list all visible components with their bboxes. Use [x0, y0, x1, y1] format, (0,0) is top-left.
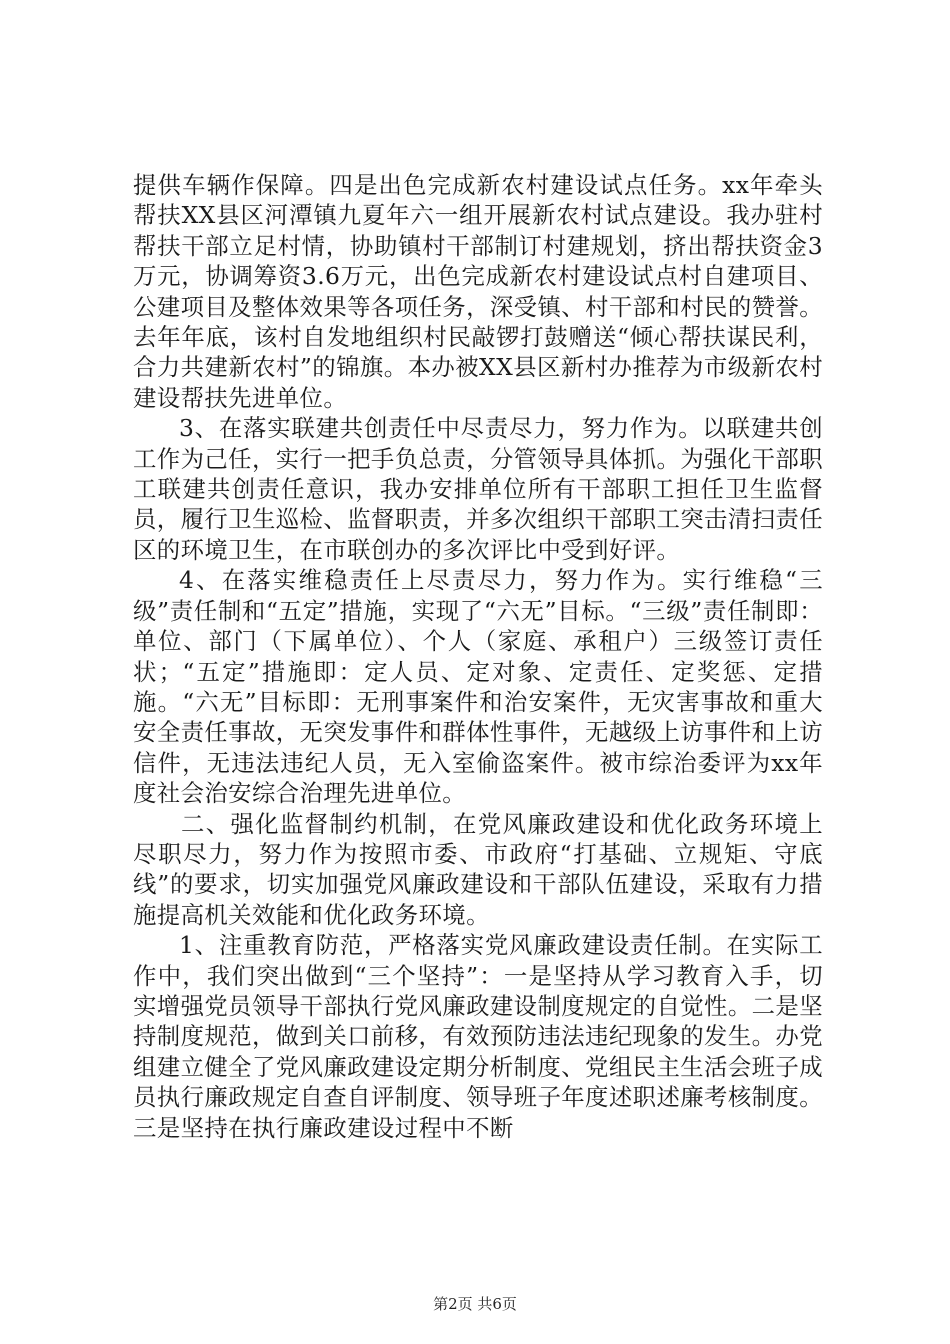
page-number-footer: 第2页 共6页 [433, 1295, 517, 1313]
paragraph-vehicle-support-new-village: 提供车辆作保障。四是出色完成新农村建设试点任务。xx年牵头帮扶XX县区河潭镇九夏年六一组开展新农村试点建设。我办驻村帮扶干部立足村情，协助镇村干部制订村建规划，挤出帮扶资金3万元，协调筹资3.6万元，出色完成新农村建设试点村自建项目、公建项目及整体效果等各项任务，深受镇、村干部和村民的赞誉。去年年底，该村自发地组织村民敲锣打鼓赠送“倾心帮扶谋民利，合力共建新农村”的锦旗。本办被XX县区新村办推荐为市级新农村建设帮扶先进单位。 [133, 171, 823, 412]
paragraph-education-prevention: 1、注重教育防范，严格落实党风廉政建设责任制。在实际工作中，我们突出做到“三个坚持”：一是坚持从学习教育入手，切实增强党员领导干部执行党风廉政建设制度规定的自觉性。二是坚持制度规范，做到关口前移，有效预防违法违纪现象的发生。办党组建立健全了党风廉政建设定期分析制度、党组民主生活会班子成员执行廉政规定自查自评制度、领导班子年度述职述廉考核制度。三是坚持在执行廉政建设过程中不断 [133, 931, 823, 1142]
paragraph-stability-duty: 4、在落实维稳责任上尽责尽力，努力作为。实行维稳“三级”责任制和“五定”措施，实现了“六无”目标。“三级”责任制即：单位、部门（下属单位）、个人（家庭、承租户）三级签订责任状；“五定”措施即：定人员、定对象、定责任、定奖惩、定措施。“六无”目标即：无刑事案件和治安案件，无灾害事故和重大安全责任事故，无突发事件和群体性事件，无越级上访事件和上访信件，无违法违纪人员，无入室偷盗案件。被市综治委评为xx年度社会治安综合治理先进单位。 [133, 566, 823, 808]
paragraph-joint-construction-duty: 3、在落实联建共创责任中尽责尽力，努力作为。以联建共创工作为己任，实行一把手负总责，分管领导具体抓。为强化干部职工联建共创责任意识，我办安排单位所有干部职工担任卫生监督员，履行卫生巡检、监督职责，并多次组织干部职工突击清扫责任区的环境卫生，在市联创办的多次评比中受到好评。 [133, 414, 823, 564]
document-body [133, 170, 823, 1143]
paragraph-supervision-mechanism: 二、强化监督制约机制，在党风廉政建设和优化政务环境上尽职尽力，努力作为按照市委、市政府“打基础、立规矩、守底线”的要求，切实加强党风廉政建设和干部队伍建设，采取有力措施提高机关效能和优化政务环境。 [133, 809, 823, 929]
